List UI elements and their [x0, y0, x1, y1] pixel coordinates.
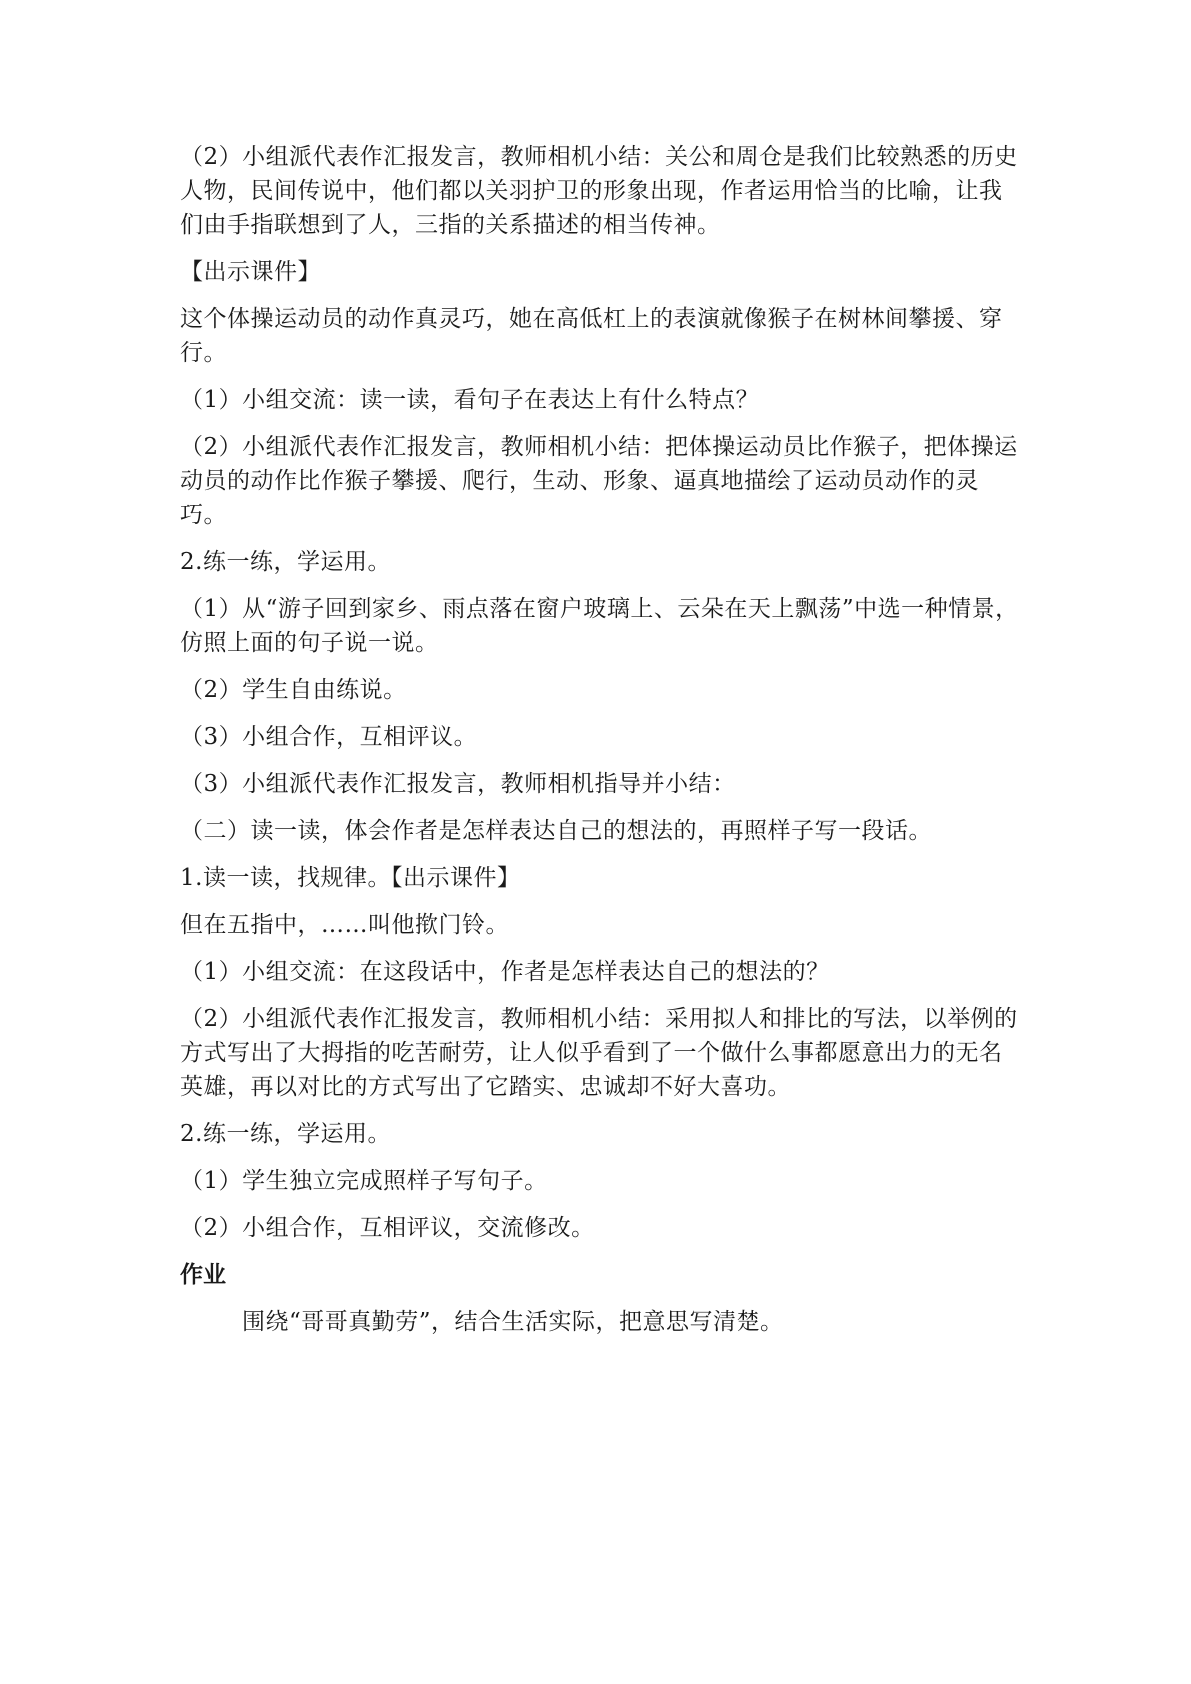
step-heading: 2.练一练，学运用。	[180, 1121, 391, 1147]
homework-heading: 作业	[180, 1262, 226, 1288]
section-heading: （二）读一读，体会作者是怎样表达自己的想法的，再照样子写一段话。	[180, 818, 932, 844]
paragraph: （2）学生自由练说。	[180, 677, 407, 703]
example-sentence: 但在五指中，……叫他揿门铃。	[180, 912, 509, 938]
paragraph: （3）小组合作，互相评议。	[180, 724, 478, 750]
paragraph: （2）小组派代表作汇报发言，教师相机小结：把体操运动员比作猴子，把体操运动员的动作比作猴子攀援、爬行，生动、形象、逼真地描绘了运动员动作的灵巧。	[180, 434, 1018, 528]
homework-text: 围绕“哥哥真勤劳”，结合生活实际，把意思写清楚。	[242, 1309, 784, 1335]
step-heading: 1.读一读，找规律。【出示课件】	[180, 865, 521, 891]
paragraph: （1）学生独立完成照样子写句子。	[180, 1168, 548, 1194]
paragraph: （2）小组派代表作汇报发言，教师相机小结：采用拟人和排比的写法，以举例的方式写出了大拇指的吃苦耐劳，让人似乎看到了一个做什么事都愿意出力的无名英雄，再以对比的方式写出了它踏实、忠诚却不好大喜功。	[180, 1006, 1018, 1100]
document-page	[180, 140, 1020, 1352]
step-heading: 2.练一练，学运用。	[180, 549, 391, 575]
paragraph: （3）小组派代表作汇报发言，教师相机指导并小结：	[180, 771, 736, 797]
paragraph: （1）小组交流：在这段话中，作者是怎样表达自己的想法的？	[180, 959, 830, 985]
courseware-label: 【出示课件】	[180, 259, 321, 285]
paragraph: （2）小组派代表作汇报发言，教师相机小结：关公和周仓是我们比较熟悉的历史人物，民间传说中，他们都以关羽护卫的形象出现，作者运用恰当的比喻，让我们由手指联想到了人，三指的关系描述的相当传神。	[180, 144, 1018, 238]
paragraph: （2）小组合作，互相评议，交流修改。	[180, 1215, 595, 1241]
paragraph: （1）从“游子回到家乡、雨点落在窗户玻璃上、云朵在天上飘荡”中选一种情景，仿照上面的句子说一说。	[180, 596, 1019, 656]
example-sentence: 这个体操运动员的动作真灵巧，她在高低杠上的表演就像猴子在树林间攀援、穿行。	[180, 306, 1003, 366]
paragraph: （1）小组交流：读一读，看句子在表达上有什么特点？	[180, 387, 760, 413]
